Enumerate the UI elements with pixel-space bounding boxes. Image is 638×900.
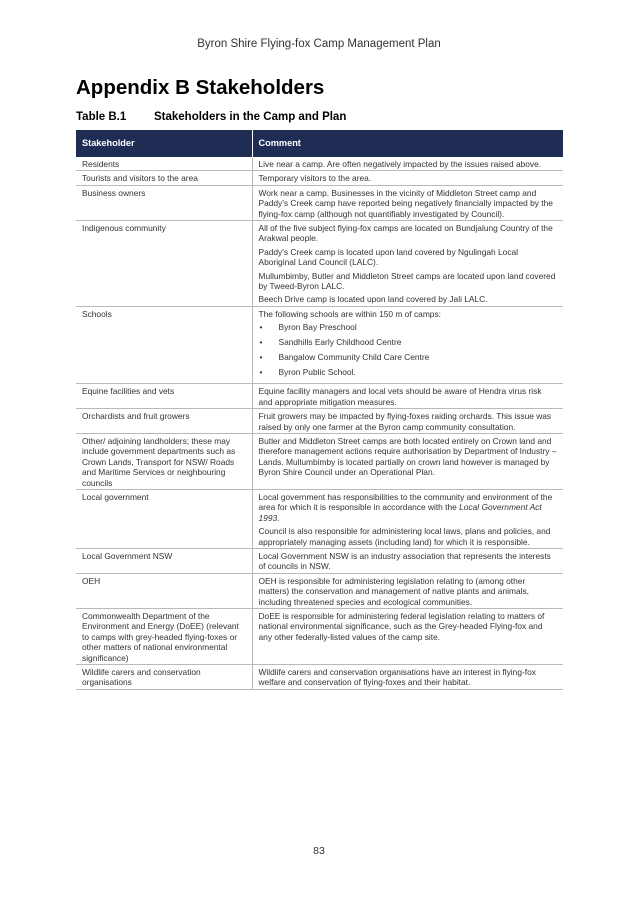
stakeholder-cell: Equine facilities and vets: [76, 384, 252, 409]
comment-text: Paddy's Creek camp is located upon land covered by Ngulingah Local Aboriginal Land Council (LALC).: [258, 246, 519, 268]
comment-cell: [252, 665, 563, 690]
table-row: [76, 306, 563, 383]
table-row: [76, 489, 563, 548]
column-header-comment: Comment: [252, 130, 563, 157]
running-header: Byron Shire Flying-fox Camp Management Plan: [197, 38, 441, 50]
page-number: 83: [313, 845, 325, 857]
table-row: [76, 409, 563, 434]
table-number: Table B.1: [76, 111, 127, 123]
comment-cell: [252, 573, 563, 608]
appendix-title: Appendix B Stakeholders: [76, 76, 325, 99]
comment-cell: [252, 609, 563, 665]
table-row: [76, 221, 563, 307]
stakeholders-table: [76, 130, 563, 690]
comment-text: Temporary visitors to the area.: [258, 173, 372, 184]
comment-cell: [252, 221, 563, 307]
table-row: [76, 185, 563, 220]
comment-text-part: Local government has responsibilities to the community and environment of the area for which it is responsible in accordance with the: [258, 491, 553, 513]
comment-text: DoEE is responsible for administering federal legislation relating to matters of national environmental significance, such as the Grey-headed Flying-fox and any other federally-listed values of the camp site.: [258, 611, 545, 642]
table-row: [76, 171, 563, 185]
comment-text: The following schools are within 150 m of camps:: [258, 308, 441, 319]
comment-cell: [252, 157, 563, 171]
stakeholder-cell: Commonwealth Department of the Environment and Energy (DoEE) (relevant to camps with grey-headed flying-foxes or other matters of national environmental significance): [76, 609, 252, 665]
table-title: Stakeholders in the Camp and Plan: [154, 111, 347, 123]
comment-cell: [252, 185, 563, 220]
stakeholder-cell: Other/ adjoining landholders; these may include government departments such as Crown Lands, Transport for NSW/ Roads and Maritime Services or neighbouring councils: [76, 433, 252, 489]
comment-text: Mullumbimby, Butler and Middleton Street camps are located upon land covered by Tweed-Byron LALC.: [258, 270, 556, 292]
comment-text-part: .: [277, 512, 280, 523]
stakeholder-cell: Tourists and visitors to the area: [76, 171, 252, 185]
comment-text: Equine facility managers and local vets should be aware of Hendra virus risk and appropriate mitigation measures.: [258, 386, 542, 407]
comment-text: Butler and Middleton Street camps are both located entirely on Crown land and therefore management actions require authorisation by Department of Industry –Lands. Mullumbimby is located partially on crown land however is managed by Byron Shire Council under an Operational Plan.: [258, 435, 557, 478]
comment-text: OEH is responsible for administering legislation relating to (among other matters) the conservation and management of native plants and animals, including threatened species and ecological communities.: [258, 575, 529, 607]
table-row: [76, 157, 563, 171]
act-name: Local Government Act 1993: [258, 502, 542, 523]
stakeholder-cell: Indigenous community: [76, 221, 252, 307]
stakeholder-cell: Business owners: [76, 185, 252, 220]
comment-text: Beech Drive camp is located upon land covered by Jali LALC.: [258, 294, 488, 305]
comment-text: [259, 492, 558, 523]
comment-text: Live near a camp. Are often negatively impacted by the issues raised above.: [258, 159, 542, 169]
stakeholder-cell: Residents: [76, 157, 252, 171]
stakeholder-cell: Orchardists and fruit growers: [76, 409, 252, 434]
comment-text: Wildlife carers and conservation organisations have an interest in flying-fox welfare and conservation of flying-foxes and their habitat.: [258, 667, 536, 688]
list-item: • Byron Public School.: [259, 367, 558, 382]
table-row: [76, 573, 563, 608]
table-row: [76, 665, 563, 690]
stakeholder-cell: Wildlife carers and conservation organisations: [76, 665, 252, 690]
comment-cell: [252, 548, 563, 573]
table-caption: [76, 111, 346, 123]
table-row: [76, 548, 563, 573]
comment-text: Work near a camp. Businesses in the vicinity of Middleton Street camp and Paddy's Creek camp have reported being negatively financially impacted by the flying-fox camp (although not quantifiably investigated by Council).: [258, 187, 553, 219]
comment-text: Local Government NSW is an industry association that represents the interests of councils in NSW.: [258, 550, 551, 572]
comment-cell: [252, 489, 563, 548]
comment-cell: [252, 409, 563, 434]
comment-cell: [252, 306, 563, 383]
schools-list: [259, 322, 558, 382]
list-item: • Sandhills Early Childhood Centre: [259, 337, 558, 352]
stakeholder-cell: OEH: [76, 573, 252, 608]
list-item: • Bangalow Community Child Care Centre: [259, 352, 558, 367]
stakeholder-cell: Schools: [76, 306, 252, 383]
comment-text: Fruit growers may be impacted by flying-foxes raiding orchards. This issue was raised by only one farmer at the Byron camp community consultation.: [258, 411, 552, 432]
table-header-row: [76, 130, 563, 157]
comment-cell: [252, 433, 563, 489]
stakeholder-cell: Local Government NSW: [76, 548, 252, 573]
list-item: • Byron Bay Preschool: [259, 322, 558, 337]
table-row: [76, 609, 563, 665]
comment-cell: [252, 171, 563, 185]
comment-cell: [252, 384, 563, 409]
table-row: [76, 433, 563, 489]
column-header-stakeholder: Stakeholder: [76, 130, 252, 157]
table-row: [76, 384, 563, 409]
comment-text: All of the five subject flying-fox camps are located on Bundjalung Country of the Arakwal people.: [258, 223, 553, 244]
stakeholder-cell: Local government: [76, 489, 252, 548]
comment-text: Council is also responsible for administering local laws, plans and policies, and appropriately managing assets (including land) for which it is responsible.: [258, 526, 551, 547]
